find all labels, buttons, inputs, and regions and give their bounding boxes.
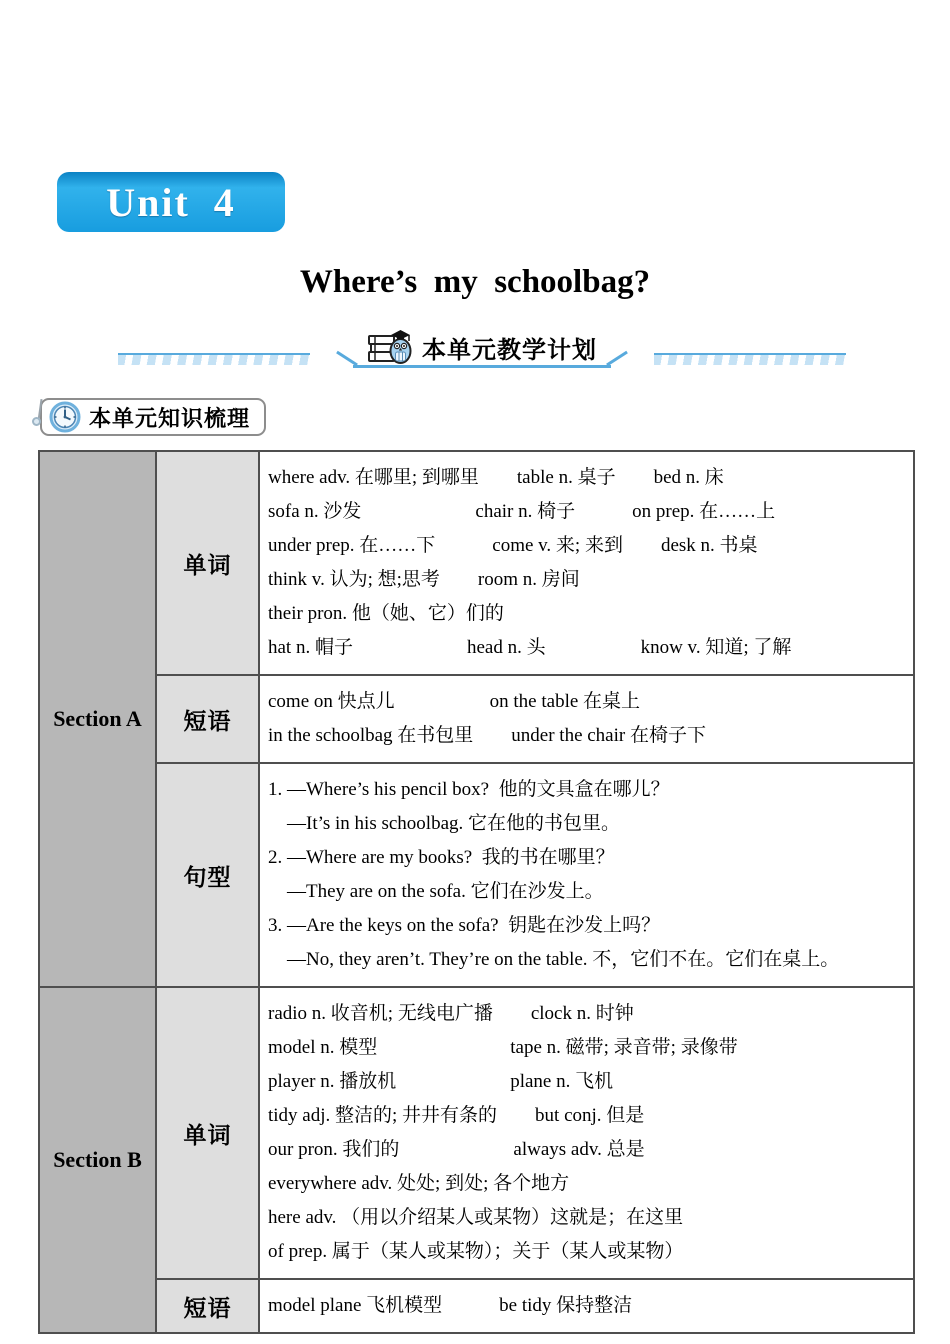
content-line: tidy adj. 整洁的; 井井有条的 but conj. 但是 — [268, 1105, 645, 1126]
row-label-cell: 单词 — [157, 452, 260, 674]
row-label-cell: 单词 — [157, 988, 260, 1278]
content-line: of prep. 属于（某人或某物）；关于（某人或某物） — [268, 1241, 684, 1262]
content-line: here adv. （用以介绍某人或某物）这就是；在这里 — [268, 1207, 684, 1228]
unit-badge-label: Unit 4 — [106, 179, 236, 225]
content-line: our pron. 我们的 always adv. 总是 — [268, 1139, 645, 1160]
content-line: player n. 播放机 plane n. 飞机 — [268, 1071, 614, 1092]
pin-icon — [30, 397, 46, 437]
table-row — [157, 988, 913, 1280]
section-name-cell: Section A — [40, 452, 157, 986]
content-line: under prep. 在……下 come v. 来; 来到 desk n. 书桌 — [268, 535, 758, 556]
unit-badge — [57, 172, 285, 232]
knowledge-title: 本单元知识梳理 — [89, 405, 251, 431]
content-line: their pron. 他（她、它）们的 — [268, 603, 504, 624]
knowledge-box — [40, 398, 266, 436]
content-line: come on 快点儿 on the table 在桌上 — [268, 691, 641, 712]
content-line: 3. —Are the keys on the sofa? 钥匙在沙发上吗？ — [268, 915, 661, 936]
row-content — [260, 764, 913, 986]
banner-stripe-right — [654, 353, 846, 365]
content-line: —No, they aren’t. They’re on the table. 不，它们不在。它们在桌上。 — [268, 949, 840, 970]
content-line: radio n. 收音机; 无线电广播 clock n. 时钟 — [268, 1003, 634, 1024]
content-line: 1. —Where’s his pencil box? 他的文具盒在哪儿？ — [268, 779, 670, 800]
row-content — [260, 988, 913, 1278]
content-line: —It’s in his schoolbag. 它在他的书包里。 — [268, 813, 621, 834]
content-line: model n. 模型 tape n. 磁带; 录音带; 录像带 — [268, 1037, 738, 1058]
row-content — [260, 452, 913, 674]
row-label-cell: 短语 — [157, 676, 260, 762]
section-name-cell: Section B — [40, 988, 157, 1332]
section-rows — [157, 988, 913, 1332]
table-section — [40, 452, 913, 988]
row-content — [260, 1280, 913, 1332]
banner-title: 本单元教学计划 — [422, 337, 597, 364]
banner-stripe-left — [118, 353, 310, 365]
section-rows — [157, 452, 913, 986]
content-line: where adv. 在哪里; 到哪里 table n. 桌子 bed n. 床 — [268, 467, 724, 488]
content-line: sofa n. 沙发 chair n. 椅子 on prep. 在……上 — [268, 501, 776, 522]
content-line: in the schoolbag 在书包里 under the chair 在椅子下 — [268, 725, 706, 746]
content-line: think v. 认为; 想;思考 room n. 房间 — [268, 569, 580, 590]
books-owl-icon — [367, 329, 413, 367]
content-line: —They are on the sofa. 它们在沙发上。 — [268, 881, 604, 902]
content-line: 2. —Where are my books? 我的书在哪里？ — [268, 847, 615, 868]
content-line: hat n. 帽子 head n. 头 know v. 知道; 了解 — [268, 637, 792, 658]
teaching-plan-banner — [118, 330, 846, 372]
table-section — [40, 988, 913, 1332]
table-row — [157, 1280, 913, 1332]
page-title: Where’s my schoolbag? — [299, 264, 651, 300]
table-row — [157, 676, 913, 764]
table-row — [157, 764, 913, 986]
row-label-cell: 句型 — [157, 764, 260, 986]
row-label-cell: 短语 — [157, 1280, 260, 1332]
knowledge-chip — [30, 397, 266, 437]
content-line: everywhere adv. 处处; 到处; 各个地方 — [268, 1173, 570, 1194]
knowledge-table — [38, 450, 915, 1334]
row-content — [260, 676, 913, 762]
content-line: model plane 飞机模型 be tidy 保持整洁 — [268, 1295, 633, 1316]
clock-icon — [48, 400, 82, 434]
table-row — [157, 452, 913, 676]
banner-tab — [353, 330, 611, 368]
